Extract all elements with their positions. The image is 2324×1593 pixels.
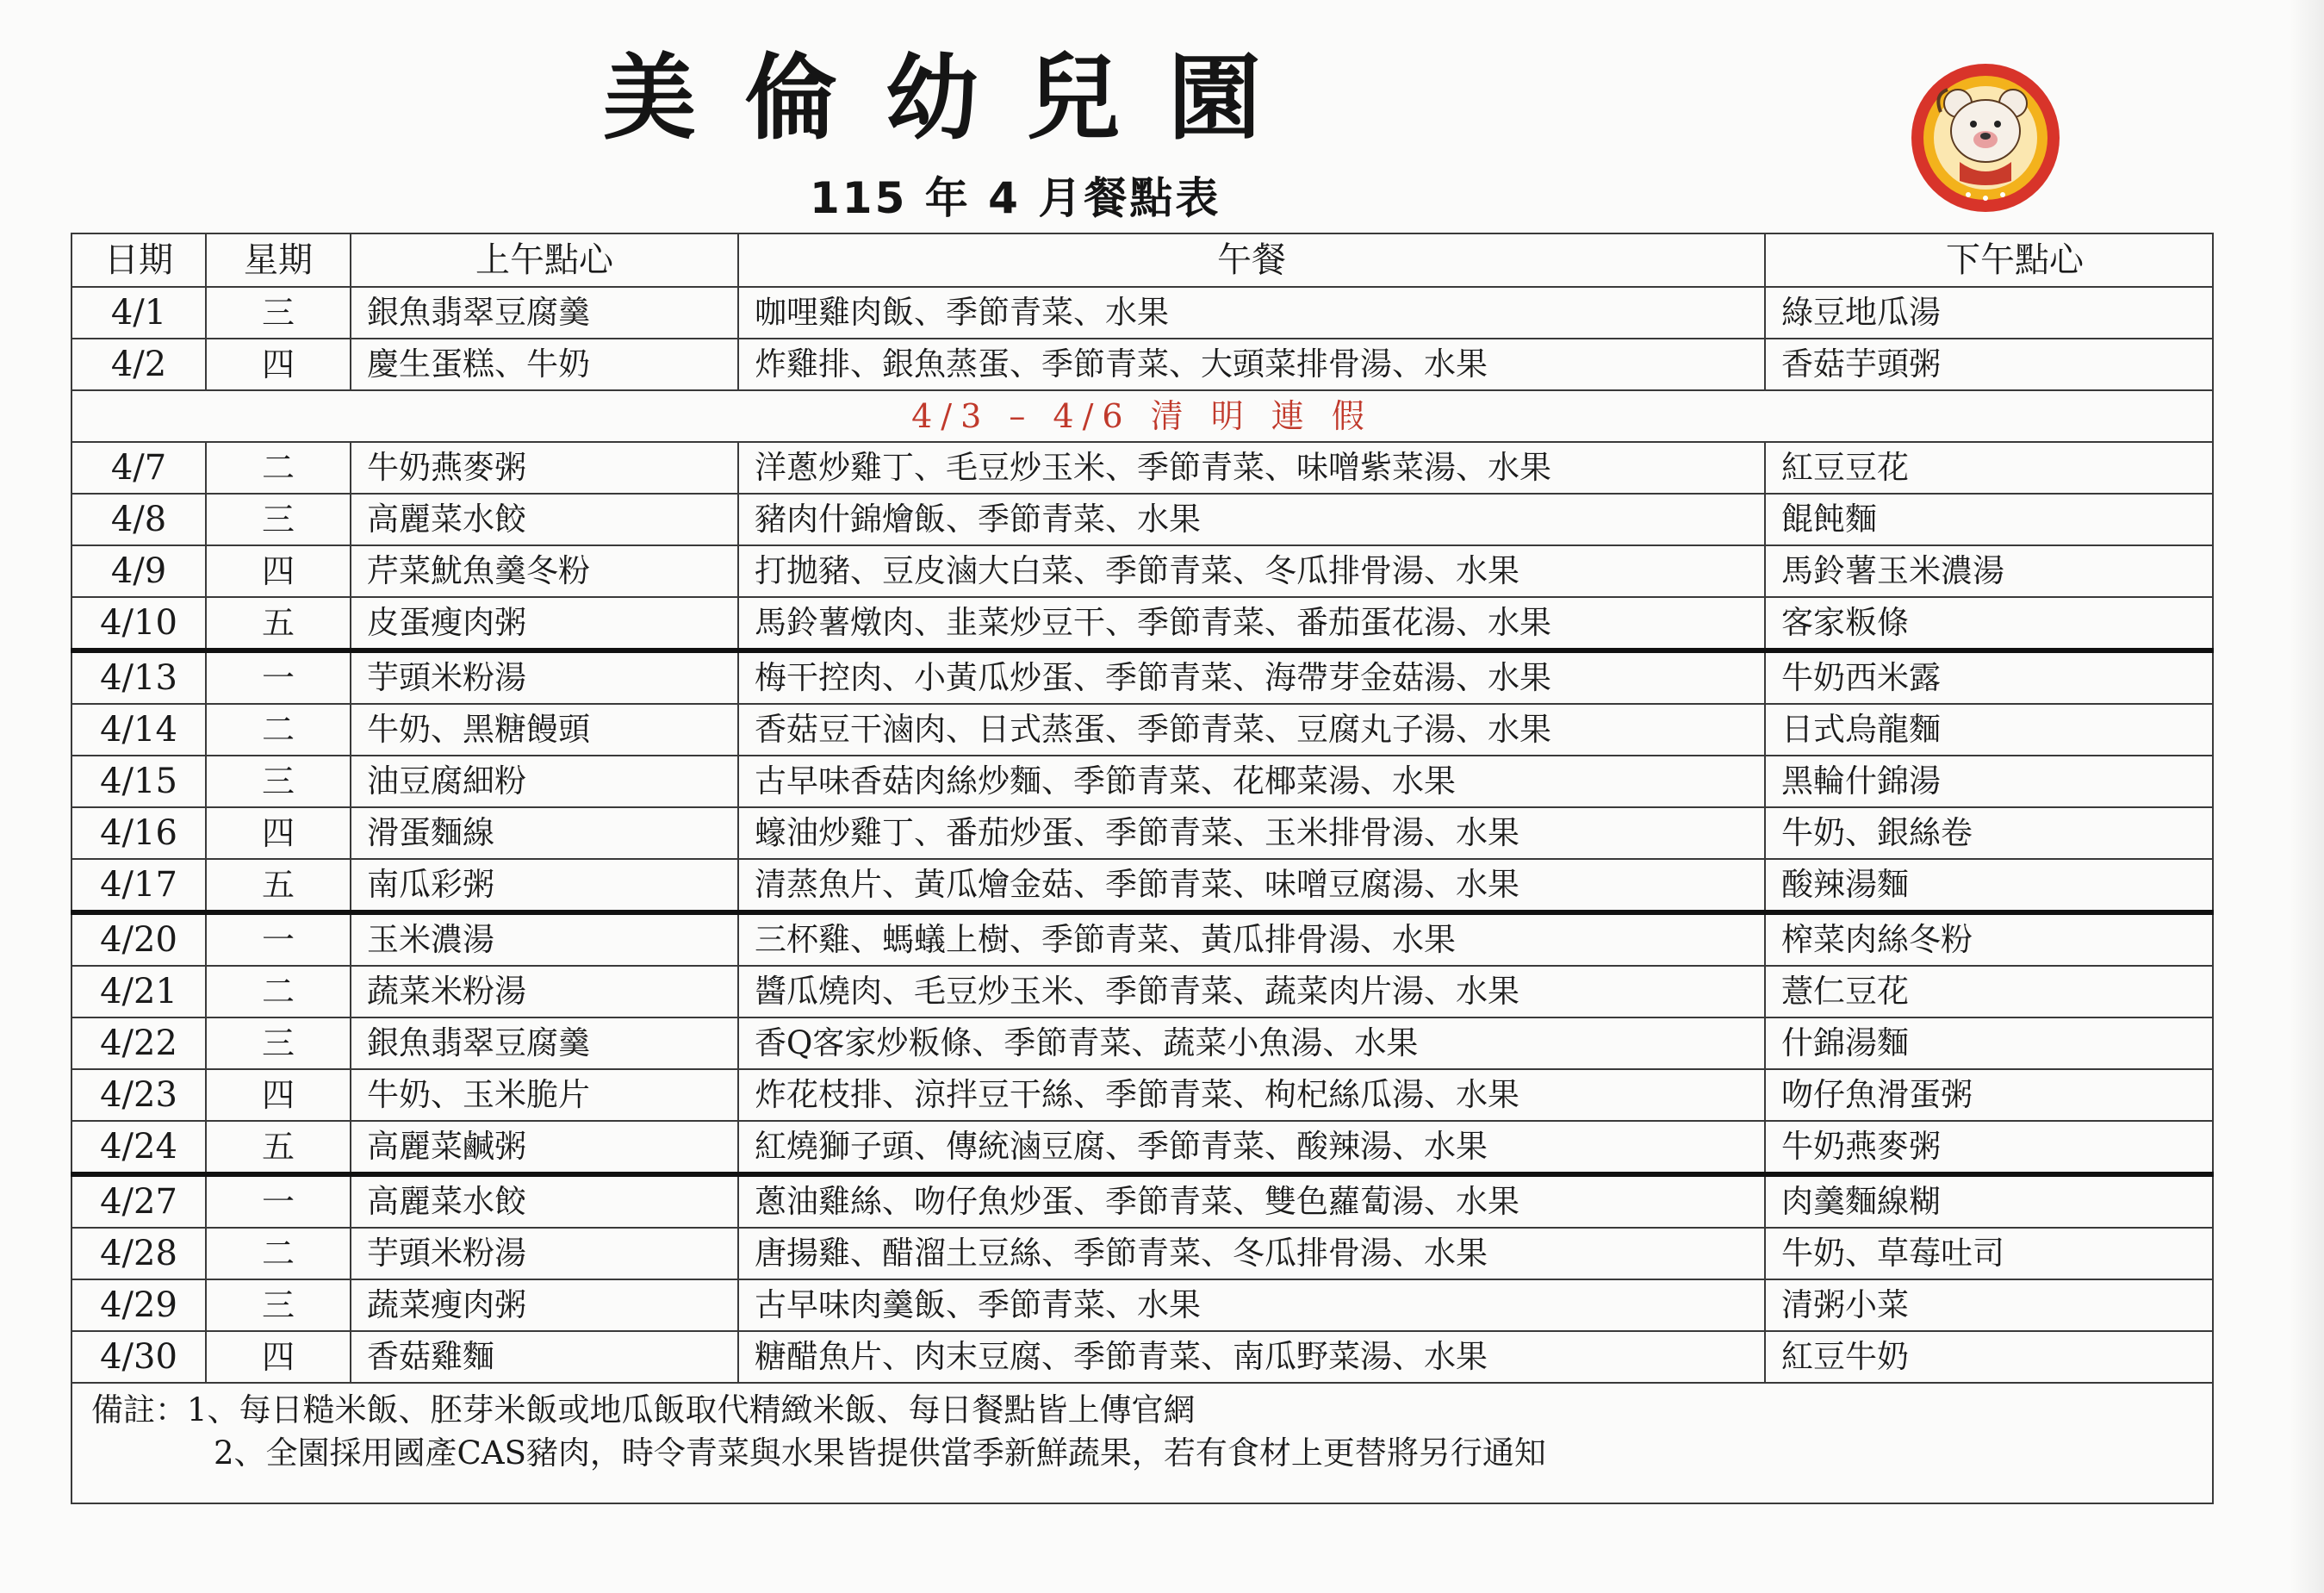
row-afternoon-snack: 牛奶、銀絲卷 bbox=[1765, 807, 2213, 859]
row-morning-snack: 銀魚翡翠豆腐羹 bbox=[351, 287, 738, 339]
table-row bbox=[71, 597, 2213, 650]
table-row bbox=[71, 966, 2213, 1017]
row-weekday: 二 bbox=[206, 966, 351, 1017]
table-row bbox=[71, 1331, 2213, 1383]
menu-table bbox=[71, 233, 2214, 1504]
table-row bbox=[71, 1017, 2213, 1069]
header-date: 日期 bbox=[71, 233, 206, 287]
row-afternoon-snack: 薏仁豆花 bbox=[1765, 966, 2213, 1017]
row-morning-snack: 高麗菜水餃 bbox=[351, 494, 738, 545]
row-morning-snack: 銀魚翡翠豆腐羹 bbox=[351, 1017, 738, 1069]
row-lunch: 洋蔥炒雞丁、毛豆炒玉米、季節青菜、味噌紫菜湯、水果 bbox=[738, 442, 1765, 494]
row-afternoon-snack: 紅豆豆花 bbox=[1765, 442, 2213, 494]
row-date: 4/14 bbox=[71, 704, 206, 756]
row-morning-snack: 芋頭米粉湯 bbox=[351, 1228, 738, 1279]
row-weekday: 三 bbox=[206, 287, 351, 339]
row-lunch: 清蒸魚片、黃瓜燴金菇、季節青菜、味噌豆腐湯、水果 bbox=[738, 859, 1765, 912]
row-morning-snack: 玉米濃湯 bbox=[351, 912, 738, 966]
row-date: 4/13 bbox=[71, 650, 206, 704]
row-weekday: 二 bbox=[206, 1228, 351, 1279]
row-afternoon-snack: 馬鈴薯玉米濃湯 bbox=[1765, 545, 2213, 597]
row-morning-snack: 高麗菜水餃 bbox=[351, 1174, 738, 1228]
table-header-row bbox=[71, 233, 2213, 287]
table-row bbox=[71, 912, 2213, 966]
row-date: 4/30 bbox=[71, 1331, 206, 1383]
holiday-label: 4/3 – 4/6 清 明 連 假 bbox=[71, 390, 2213, 442]
row-date: 4/28 bbox=[71, 1228, 206, 1279]
table-row bbox=[71, 287, 2213, 339]
row-weekday: 五 bbox=[206, 859, 351, 912]
row-date: 4/7 bbox=[71, 442, 206, 494]
row-afternoon-snack: 肉羹麵線糊 bbox=[1765, 1174, 2213, 1228]
row-date: 4/27 bbox=[71, 1174, 206, 1228]
school-name: 美倫幼兒園 bbox=[603, 45, 1310, 152]
row-date: 4/23 bbox=[71, 1069, 206, 1121]
row-date: 4/24 bbox=[71, 1121, 206, 1174]
menu-table-wrap bbox=[71, 233, 2212, 1490]
row-lunch: 蠔油炒雞丁、番茄炒蛋、季節青菜、玉米排骨湯、水果 bbox=[738, 807, 1765, 859]
row-lunch: 醬瓜燒肉、毛豆炒玉米、季節青菜、蔬菜肉片湯、水果 bbox=[738, 966, 1765, 1017]
row-morning-snack: 慶生蛋糕、牛奶 bbox=[351, 339, 738, 390]
row-lunch: 香菇豆干滷肉、日式蒸蛋、季節青菜、豆腐丸子湯、水果 bbox=[738, 704, 1765, 756]
row-morning-snack: 芋頭米粉湯 bbox=[351, 650, 738, 704]
row-lunch: 唐揚雞、醋溜土豆絲、季節青菜、冬瓜排骨湯、水果 bbox=[738, 1228, 1765, 1279]
row-morning-snack: 牛奶、黑糖饅頭 bbox=[351, 704, 738, 756]
row-date: 4/20 bbox=[71, 912, 206, 966]
row-morning-snack: 油豆腐細粉 bbox=[351, 756, 738, 807]
row-date: 4/1 bbox=[71, 287, 206, 339]
row-afternoon-snack: 紅豆牛奶 bbox=[1765, 1331, 2213, 1383]
row-weekday: 三 bbox=[206, 1279, 351, 1331]
row-lunch: 香Q客家炒粄條、季節青菜、蔬菜小魚湯、水果 bbox=[738, 1017, 1765, 1069]
row-date: 4/8 bbox=[71, 494, 206, 545]
row-lunch: 古早味肉羹飯、季節青菜、水果 bbox=[738, 1279, 1765, 1331]
table-row bbox=[71, 807, 2213, 859]
row-lunch: 梅干控肉、小黃瓜炒蛋、季節青菜、海帶芽金菇湯、水果 bbox=[738, 650, 1765, 704]
row-weekday: 四 bbox=[206, 807, 351, 859]
table-row bbox=[71, 1228, 2213, 1279]
row-lunch: 豬肉什錦燴飯、季節青菜、水果 bbox=[738, 494, 1765, 545]
row-date: 4/17 bbox=[71, 859, 206, 912]
row-afternoon-snack: 榨菜肉絲冬粉 bbox=[1765, 912, 2213, 966]
row-morning-snack: 高麗菜鹹粥 bbox=[351, 1121, 738, 1174]
row-morning-snack: 蔬菜米粉湯 bbox=[351, 966, 738, 1017]
table-row bbox=[71, 1121, 2213, 1174]
row-morning-snack: 香菇雞麵 bbox=[351, 1331, 738, 1383]
row-afternoon-snack: 黑輪什錦湯 bbox=[1765, 756, 2213, 807]
row-date: 4/2 bbox=[71, 339, 206, 390]
row-lunch: 三杯雞、螞蟻上樹、季節青菜、黃瓜排骨湯、水果 bbox=[738, 912, 1765, 966]
row-morning-snack: 蔬菜瘦肉粥 bbox=[351, 1279, 738, 1331]
row-lunch: 紅燒獅子頭、傳統滷豆腐、季節青菜、酸辣湯、水果 bbox=[738, 1121, 1765, 1174]
header-weekday: 星期 bbox=[206, 233, 351, 287]
row-date: 4/21 bbox=[71, 966, 206, 1017]
table-row bbox=[71, 545, 2213, 597]
row-afternoon-snack: 清粥小菜 bbox=[1765, 1279, 2213, 1331]
table-row bbox=[71, 756, 2213, 807]
row-weekday: 一 bbox=[206, 650, 351, 704]
row-weekday: 五 bbox=[206, 597, 351, 650]
table-row bbox=[71, 859, 2213, 912]
row-weekday: 三 bbox=[206, 494, 351, 545]
row-weekday: 四 bbox=[206, 1331, 351, 1383]
row-date: 4/9 bbox=[71, 545, 206, 597]
note-line-1: 備註：1、每日糙米飯、胚芽米飯或地瓜飯取代精緻米飯、每日餐點皆上傳官網 bbox=[91, 1391, 1196, 1428]
row-afternoon-snack: 牛奶西米露 bbox=[1765, 650, 2213, 704]
bear-mascot-logo-icon bbox=[1908, 60, 2063, 215]
row-morning-snack: 芹菜魷魚羹冬粉 bbox=[351, 545, 738, 597]
header-afternoon-snack: 下午點心 bbox=[1765, 233, 2213, 287]
row-afternoon-snack: 餛飩麵 bbox=[1765, 494, 2213, 545]
row-weekday: 四 bbox=[206, 339, 351, 390]
row-date: 4/10 bbox=[71, 597, 206, 650]
row-afternoon-snack: 牛奶燕麥粥 bbox=[1765, 1121, 2213, 1174]
row-weekday: 一 bbox=[206, 912, 351, 966]
row-weekday: 四 bbox=[206, 1069, 351, 1121]
row-afternoon-snack: 香菇芋頭粥 bbox=[1765, 339, 2213, 390]
row-date: 4/22 bbox=[71, 1017, 206, 1069]
row-weekday: 一 bbox=[206, 1174, 351, 1228]
row-lunch: 蔥油雞絲、吻仔魚炒蛋、季節青菜、雙色蘿蔔湯、水果 bbox=[738, 1174, 1765, 1228]
table-row bbox=[71, 339, 2213, 390]
row-morning-snack: 南瓜彩粥 bbox=[351, 859, 738, 912]
row-weekday: 二 bbox=[206, 704, 351, 756]
row-morning-snack: 牛奶、玉米脆片 bbox=[351, 1069, 738, 1121]
row-morning-snack: 皮蛋瘦肉粥 bbox=[351, 597, 738, 650]
row-afternoon-snack: 什錦湯麵 bbox=[1765, 1017, 2213, 1069]
table-row bbox=[71, 1174, 2213, 1228]
row-weekday: 三 bbox=[206, 756, 351, 807]
table-row bbox=[71, 1279, 2213, 1331]
row-lunch: 古早味香菇肉絲炒麵、季節青菜、花椰菜湯、水果 bbox=[738, 756, 1765, 807]
notes-cell bbox=[71, 1383, 2213, 1503]
row-afternoon-snack: 吻仔魚滑蛋粥 bbox=[1765, 1069, 2213, 1121]
table-row bbox=[71, 1069, 2213, 1121]
row-afternoon-snack: 綠豆地瓜湯 bbox=[1765, 287, 2213, 339]
row-morning-snack: 滑蛋麵線 bbox=[351, 807, 738, 859]
row-lunch: 糖醋魚片、肉末豆腐、季節青菜、南瓜野菜湯、水果 bbox=[738, 1331, 1765, 1383]
row-date: 4/15 bbox=[71, 756, 206, 807]
row-weekday: 二 bbox=[206, 442, 351, 494]
holiday-row bbox=[71, 390, 2213, 442]
row-afternoon-snack: 日式烏龍麵 bbox=[1765, 704, 2213, 756]
row-morning-snack: 牛奶燕麥粥 bbox=[351, 442, 738, 494]
table-row bbox=[71, 442, 2213, 494]
table-row bbox=[71, 650, 2213, 704]
row-afternoon-snack: 牛奶、草莓吐司 bbox=[1765, 1228, 2213, 1279]
header-lunch: 午餐 bbox=[738, 233, 1765, 287]
row-lunch: 馬鈴薯燉肉、韭菜炒豆干、季節青菜、番茄蛋花湯、水果 bbox=[738, 597, 1765, 650]
row-lunch: 炸雞排、銀魚蒸蛋、季節青菜、大頭菜排骨湯、水果 bbox=[738, 339, 1765, 390]
table-row bbox=[71, 494, 2213, 545]
notes-row bbox=[71, 1383, 2213, 1503]
row-lunch: 打拋豬、豆皮滷大白菜、季節青菜、冬瓜排骨湯、水果 bbox=[738, 545, 1765, 597]
note-line-2: 2、全園採用國產CAS豬肉，時令青菜與水果皆提供當季新鮮蔬果，若有食材上更替將另行通知 bbox=[214, 1434, 1546, 1472]
menu-title: 115 年 4 月餐點表 bbox=[810, 173, 1221, 223]
row-weekday: 三 bbox=[206, 1017, 351, 1069]
row-date: 4/16 bbox=[71, 807, 206, 859]
row-weekday: 五 bbox=[206, 1121, 351, 1174]
row-lunch: 炸花枝排、涼拌豆干絲、季節青菜、枸杞絲瓜湯、水果 bbox=[738, 1069, 1765, 1121]
row-afternoon-snack: 客家粄條 bbox=[1765, 597, 2213, 650]
row-afternoon-snack: 酸辣湯麵 bbox=[1765, 859, 2213, 912]
header-morning-snack: 上午點心 bbox=[351, 233, 738, 287]
table-row bbox=[71, 704, 2213, 756]
row-date: 4/29 bbox=[71, 1279, 206, 1331]
row-weekday: 四 bbox=[206, 545, 351, 597]
row-lunch: 咖哩雞肉飯、季節青菜、水果 bbox=[738, 287, 1765, 339]
